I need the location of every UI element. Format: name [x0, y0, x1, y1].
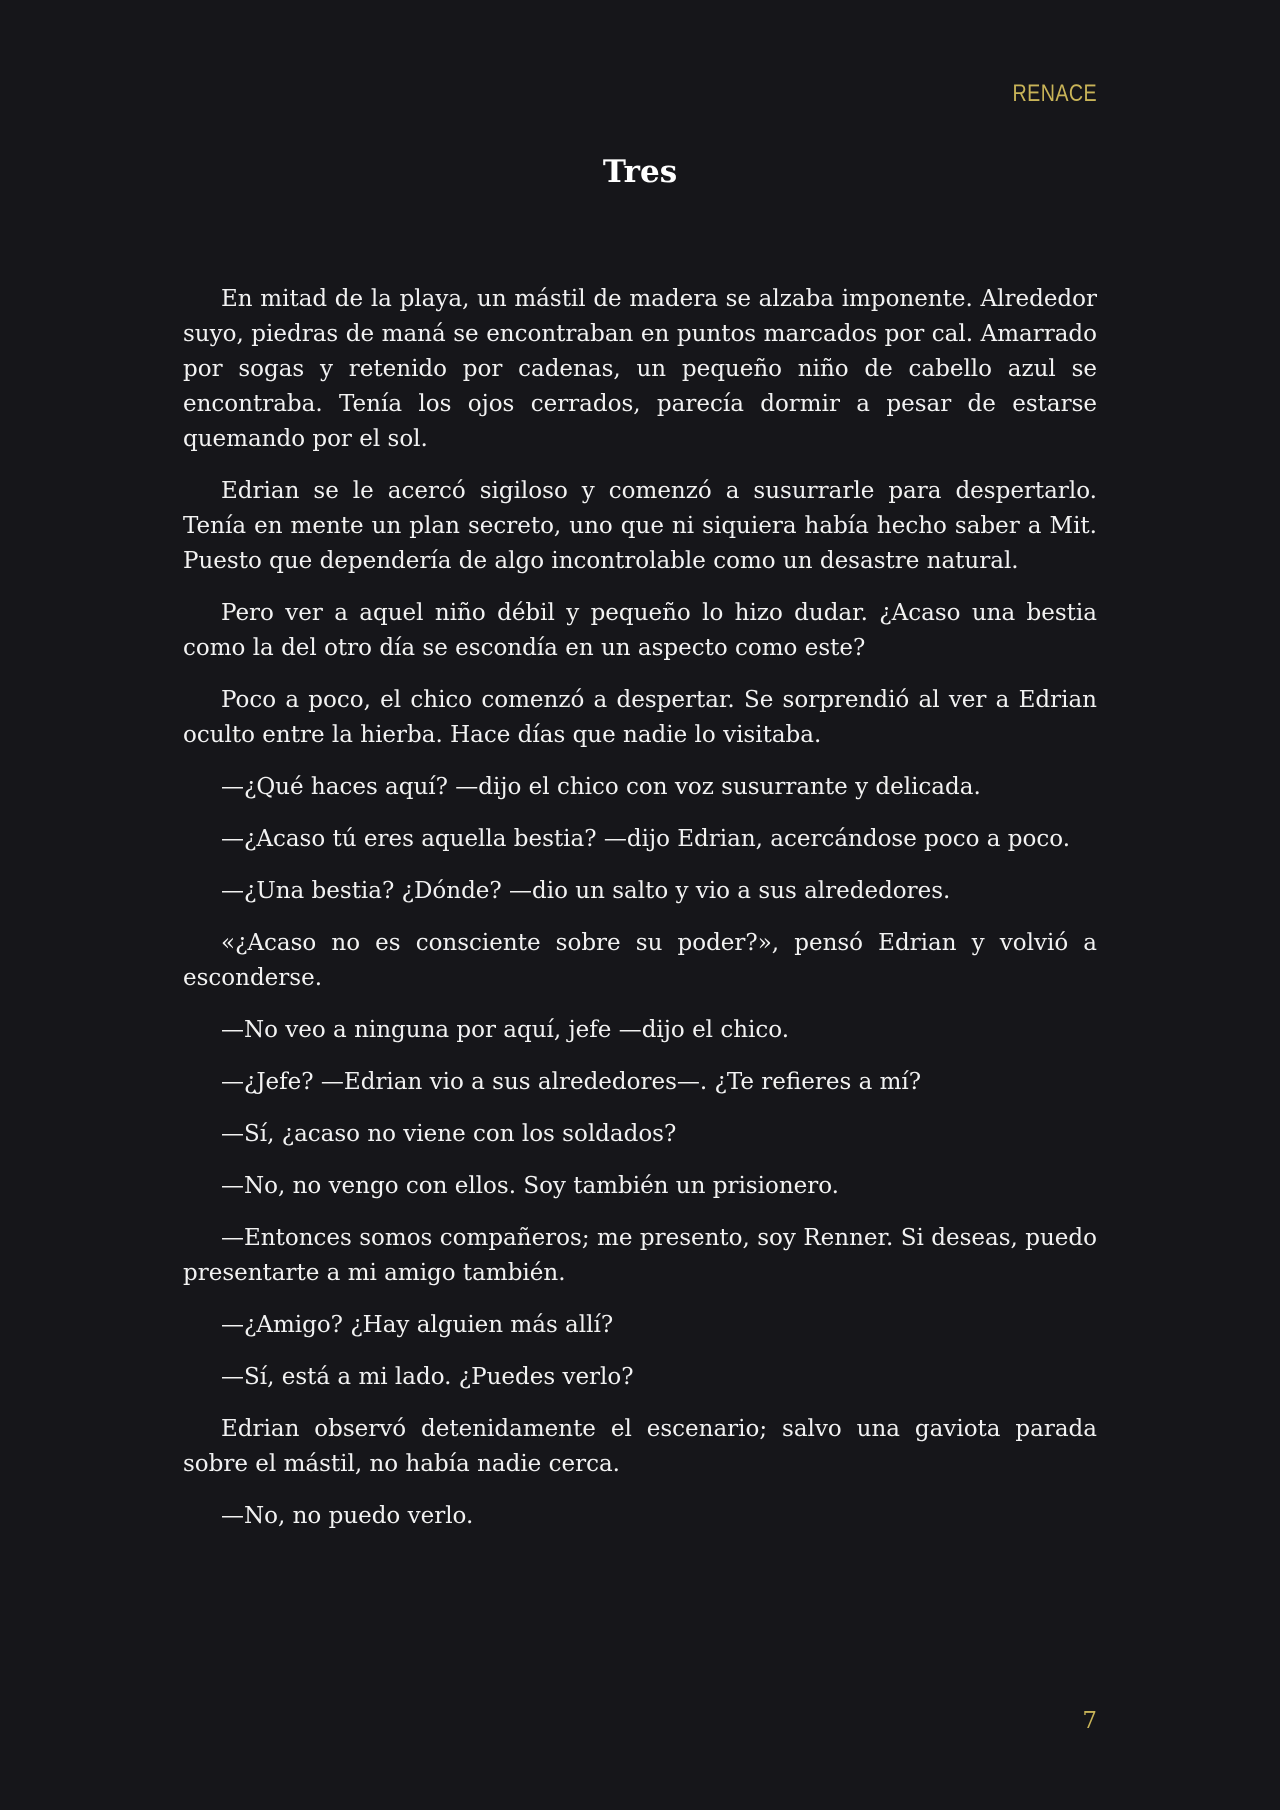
- dialogue-line: —Sí, está a mi lado. ¿Puedes verlo?: [221, 1364, 634, 1390]
- paragraph: Poco a poco, el chico comenzó a despertar. Se sorprendió al ver a Edrian oculto entre la hierba. Hace días que nadie lo visitaba.: [183, 687, 1097, 748]
- dialogue-line: —¿Amigo? ¿Hay alguien más allí?: [221, 1312, 614, 1338]
- dialogue-line: —¿Jefe? —Edrian vio a sus alrededores—. ¿Te refieres a mí?: [221, 1069, 922, 1095]
- chapter-body: [183, 282, 1097, 1551]
- dialogue-line: —¿Qué haces aquí? —dijo el chico con voz susurrante y delicada.: [221, 774, 981, 800]
- dialogue-line: —Entonces somos compañeros; me presento, soy Renner. Si deseas, puedo presentarte a mi amigo también.: [183, 1225, 1097, 1286]
- paragraph: Edrian observó detenidamente el escenario; salvo una gaviota parada sobre el mástil, no había nadie cerca.: [183, 1416, 1097, 1477]
- running-header: RENACE: [1012, 80, 1097, 107]
- paragraph: Pero ver a aquel niño débil y pequeño lo hizo dudar. ¿Acaso una bestia como la del otro día se escondía en un aspecto como este?: [183, 600, 1097, 661]
- chapter-title: Tres: [602, 154, 678, 190]
- paragraph: En mitad de la playa, un mástil de madera se alzaba imponente. Alrededor suyo, piedras de maná se encontraban en puntos marcados por cal. Amarrado por sogas y retenido por cadenas, un pequeño niño de cabello azul se encontraba. Tenía los ojos cerrados, parecía dormir a pesar de estarse quemando por el sol.: [183, 286, 1097, 452]
- paragraph: «¿Acaso no es consciente sobre su poder?», pensó Edrian y volvió a esconderse.: [183, 930, 1097, 991]
- dialogue-line: —No veo a ninguna por aquí, jefe —dijo el chico.: [221, 1017, 790, 1043]
- page-number: 7: [1082, 1708, 1097, 1734]
- dialogue-line: —¿Acaso tú eres aquella bestia? —dijo Edrian, acercándose poco a poco.: [221, 826, 1071, 852]
- paragraph: Edrian se le acercó sigiloso y comenzó a susurrarle para despertarlo. Tenía en mente un plan secreto, uno que ni siquiera había hecho saber a Mit. Puesto que dependería de algo incontrolable como un desastre natural.: [183, 478, 1097, 574]
- dialogue-line: —No, no puedo verlo.: [221, 1503, 474, 1529]
- dialogue-line: —Sí, ¿acaso no viene con los soldados?: [221, 1121, 677, 1147]
- dialogue-line: —¿Una bestia? ¿Dónde? —dio un salto y vio a sus alrededores.: [221, 878, 951, 904]
- dialogue-line: —No, no vengo con ellos. Soy también un prisionero.: [221, 1173, 839, 1199]
